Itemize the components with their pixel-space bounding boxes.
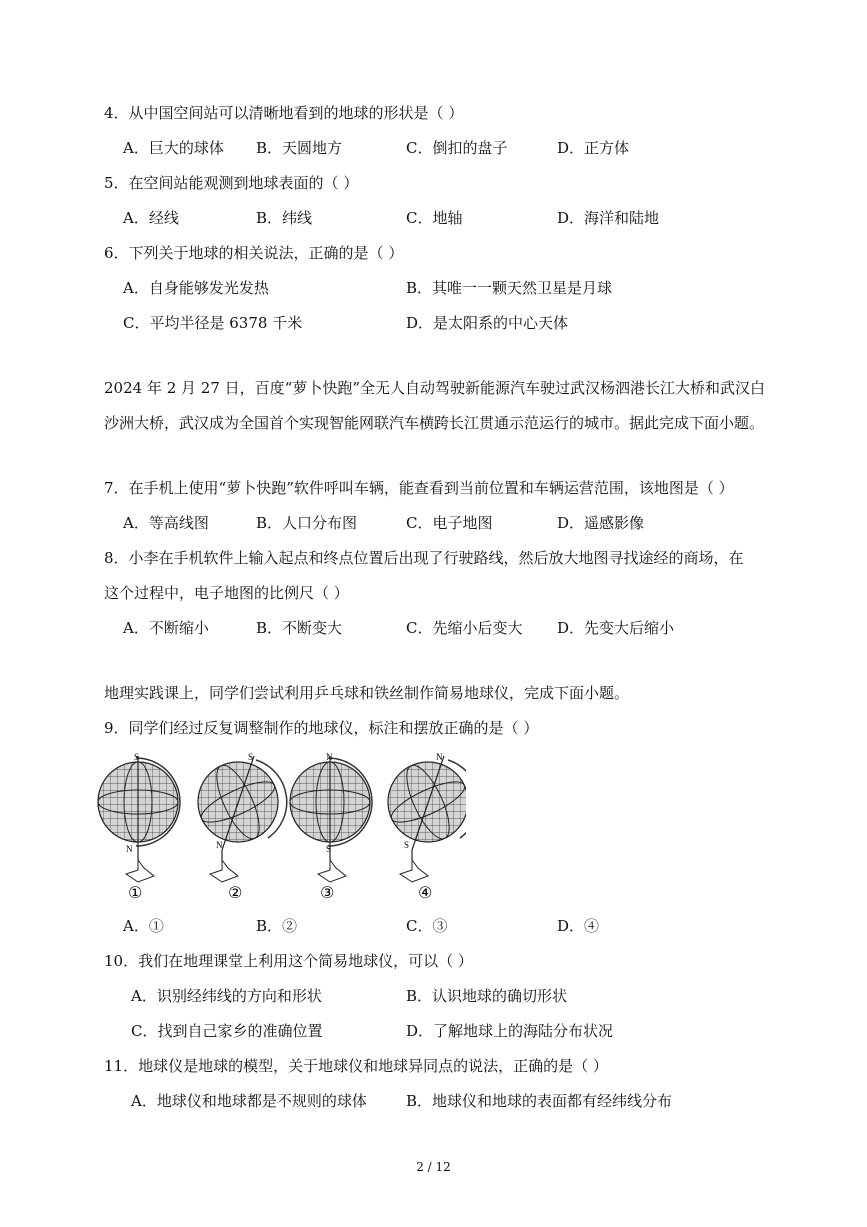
q6-option-a: A．自身能够发光发热 bbox=[123, 279, 269, 297]
q9-stem: 9．同学们经过反复调整制作的地球仪，标注和摆放正确的是（ ） bbox=[104, 719, 539, 737]
q8-option-d: D．先变大后缩小 bbox=[557, 619, 675, 637]
globe-3 bbox=[290, 752, 372, 902]
q9-option-a: A．① bbox=[123, 917, 164, 935]
q4-stem: 4．从中国空间站可以清晰地看到的地球的形状是（ ） bbox=[104, 104, 464, 122]
globe-4 bbox=[387, 752, 466, 902]
q5-option-d: D．海洋和陆地 bbox=[557, 209, 660, 227]
q4-option-b: B．天圆地方 bbox=[256, 139, 343, 157]
q10-stem: 10．我们在地理课堂上利用这个简易地球仪，可以（ ） bbox=[104, 952, 473, 970]
q10-option-a: A．识别经纬线的方向和形状 bbox=[131, 987, 322, 1005]
q4-option-d: D．正方体 bbox=[557, 139, 630, 157]
q9-option-c: C．③ bbox=[406, 917, 448, 935]
q5-option-a: A．经线 bbox=[123, 209, 179, 227]
q4-option-c: C．倒扣的盘子 bbox=[406, 139, 508, 157]
passage2-line1: 地理实践课上，同学们尝试利用乒乓球和铁丝制作简易地球仪，完成下面小题。 bbox=[104, 684, 630, 702]
q8-option-c: C．先缩小后变大 bbox=[406, 619, 523, 637]
q5-option-c: C．地轴 bbox=[406, 209, 463, 227]
q5-option-b: B．纬线 bbox=[256, 209, 313, 227]
globe-3-bottom-pole: S bbox=[326, 844, 332, 854]
figure-label-4: ④ bbox=[418, 883, 433, 902]
q7-option-a: A．等高线图 bbox=[123, 514, 209, 532]
figure-label-3: ③ bbox=[320, 883, 335, 902]
q11-option-a: A．地球仪和地球都是不规则的球体 bbox=[131, 1092, 367, 1110]
figure-label-2: ② bbox=[228, 883, 243, 902]
q9-option-d: D．④ bbox=[557, 917, 600, 935]
globe-4-top-pole: N bbox=[436, 752, 443, 762]
q8-option-b: B．不断变大 bbox=[256, 619, 343, 637]
globe-3-top-pole: N bbox=[326, 752, 333, 762]
q8-stem-line1: 8．小李在手机软件上输入起点和终点位置后出现了行驶路线，然后放大地图寻找途经的商场，在 bbox=[104, 549, 744, 567]
q10-option-b: B．认识地球的确切形状 bbox=[406, 987, 568, 1005]
q4-option-a: A．巨大的球体 bbox=[123, 139, 224, 157]
q6-option-d: D．是太阳系的中心天体 bbox=[406, 314, 569, 332]
q11-option-b: B．地球仪和地球的表面都有经纬线分布 bbox=[406, 1092, 673, 1110]
q7-option-d: D．遥感影像 bbox=[557, 514, 645, 532]
q10-option-c: C．找到自己家乡的准确位置 bbox=[131, 1022, 323, 1040]
q8-option-a: A．不断缩小 bbox=[123, 619, 209, 637]
q5-stem: 5．在空间站能观测到地球表面的（ ） bbox=[104, 174, 359, 192]
globe-1-bottom-pole: N bbox=[126, 844, 133, 854]
q11-stem: 11．地球仪是地球的模型，关于地球仪和地球异同点的说法，正确的是（ ） bbox=[104, 1057, 608, 1075]
passage1-line1: 2024 年 2 月 27 日，百度“萝卜快跑”全无人自动驾驶新能源汽车驶过武汉杨泗港长江大桥和武汉白 bbox=[104, 379, 765, 397]
globe-2-top-pole: S bbox=[248, 752, 254, 762]
q10-option-d: D．了解地球上的海陆分布状况 bbox=[406, 1022, 614, 1040]
q7-option-b: B．人口分布图 bbox=[256, 514, 358, 532]
q9-option-b: B．② bbox=[256, 917, 298, 935]
globe-2-bottom-pole: N bbox=[216, 840, 223, 850]
globe-1-top-pole: S bbox=[134, 752, 140, 762]
q8-stem-line2: 这个过程中，电子地图的比例尺（ ） bbox=[104, 584, 349, 602]
q6-option-b: B．其唯一一颗天然卫星是月球 bbox=[406, 279, 613, 297]
globe-1 bbox=[98, 752, 180, 902]
q6-stem: 6．下列关于地球的相关说法，正确的是（ ） bbox=[104, 244, 404, 262]
q7-stem: 7．在手机上使用“萝卜快跑”软件呼叫车辆，能查看到当前位置和车辆运营范围，该地图是（ ） bbox=[104, 479, 734, 497]
globe-4-bottom-pole: S bbox=[404, 840, 410, 850]
q6-option-c: C．平均半径是 6378 千米 bbox=[123, 314, 303, 332]
globe-figure bbox=[96, 748, 466, 908]
page-number: 2 / 12 bbox=[416, 1160, 451, 1174]
passage1-line2: 沙洲大桥，武汉成为全国首个实现智能网联汽车横跨长江贯通示范运行的城市。据此完成下面小题。 bbox=[104, 414, 765, 432]
q7-option-c: C．电子地图 bbox=[406, 514, 493, 532]
globe-2 bbox=[197, 752, 287, 902]
figure-label-1: ① bbox=[128, 883, 143, 902]
